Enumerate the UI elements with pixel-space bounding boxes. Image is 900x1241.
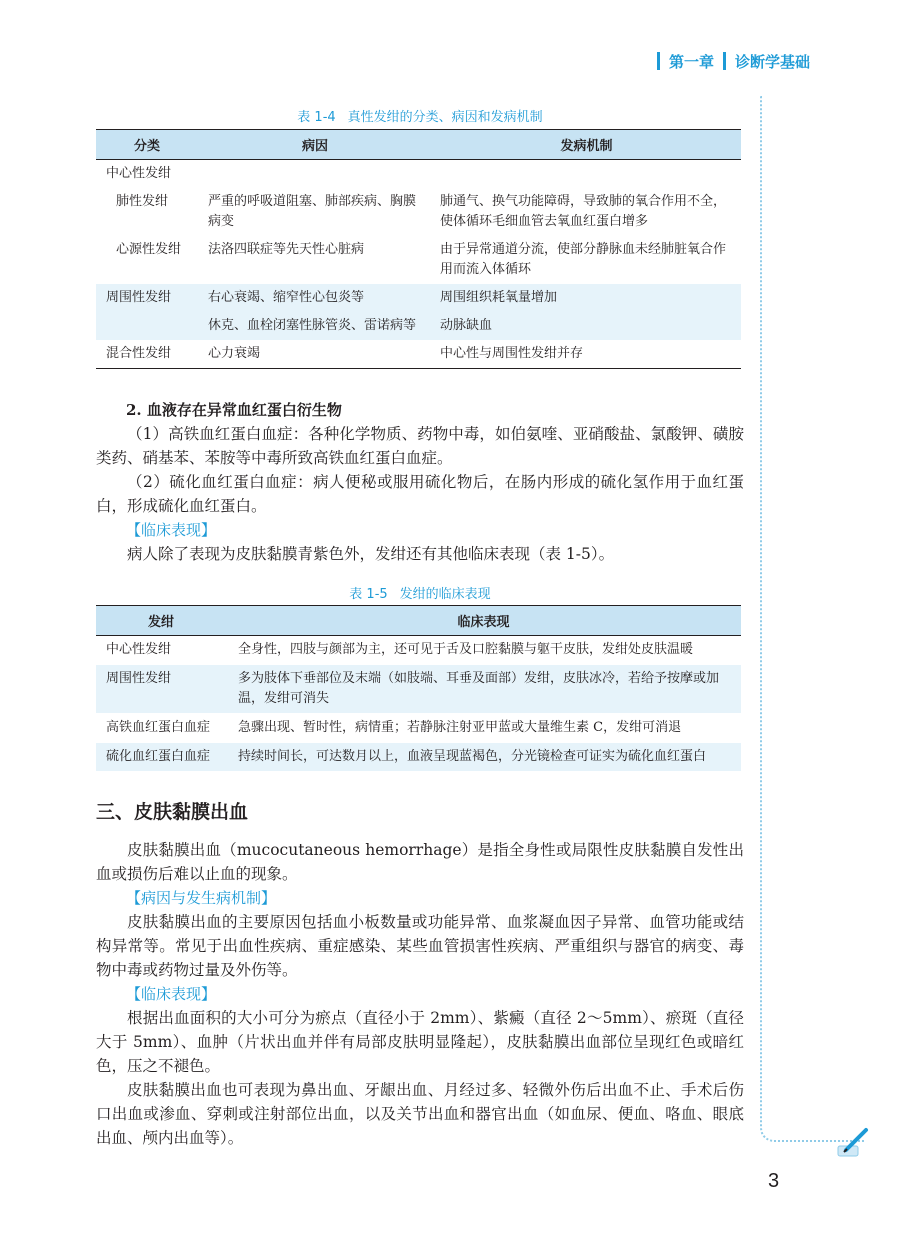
cause-label: 【病因与发生病机制】 [126,889,277,907]
cell-cause: 心力衰竭 [198,340,432,369]
section-title: 三、皮肤黏膜出血 [96,801,249,823]
cell-cause: 法洛四联症等先天性心脏病 [208,242,365,257]
table-row [96,665,741,714]
table2-title: 发绀的临床表现 [399,587,491,602]
cell-cause: 严重的呼吸道阻塞、肺部疾病、胸膜病变 [208,194,417,229]
column-header: 临床表现 [226,606,741,636]
section-mucocutaneous-hemorrhage [96,800,744,1150]
cell-manifestation: 全身性，四肢与颜部为主，还可见于舌及口腔黏膜与躯干皮肤，发绀处皮肤温暖 [226,636,741,665]
cell-mechanism: 动脉缺血 [432,312,741,340]
cell-category [96,312,198,340]
cell-mechanism: 肺通气、换气功能障碍，导致肺的氧合作用不全，使体循环毛细血管去氧血红蛋白增多 [440,194,727,229]
pencil-icon [836,1126,870,1160]
cell-cause [198,160,432,189]
table-row [96,312,741,340]
paragraph: 根据出血面积的大小可分为瘀点（直径小于 2mm）、紫癜（直径 2～5mm）、瘀斑（直径大于 5mm）、血肿（片状出血并伴有局部皮肤明显隆起），皮肤黏膜出血部位呈现红色或暗红色，压之不褪色。 [96,1009,744,1075]
clinical-label: 【临床表现】 [126,985,217,1003]
column-header: 病因 [198,130,432,160]
header-divider [657,52,660,70]
cell-category: 中心性发绀 [106,166,172,181]
cell-type: 中心性发绀 [96,636,226,665]
table2-caption [0,583,840,602]
table-row [96,284,741,312]
section-label: 诊断学基础 [734,52,810,71]
page-number: 3 [768,1170,780,1192]
paragraph: 皮肤黏膜出血（mucocutaneous hemorrhage）是指全身性或局限性皮肤黏膜自发性出血或损伤后难以止血的现象。 [96,841,744,883]
paragraph: 皮肤黏膜出血的主要原因包括血小板数量或功能异常、血浆凝血因子异常、血管功能或结构异常等。常见于出血性疾病、重症感染、某些血管损害性疾病、严重组织与器官的病变、毒物中毒或药物过量及外伤等。 [96,913,744,979]
cell-mechanism: 周围组织耗氧量增加 [432,284,741,312]
cell-cause: 休克、血栓闭塞性脉管炎、雷诺病等 [198,312,432,340]
cell-mechanism: 中心性与周围性发绀并存 [432,340,741,369]
paragraph: 病人除了表现为皮肤黏膜青紫色外，发绀还有其他临床表现（表 1-5）。 [127,545,615,563]
cell-manifestation: 多为肢体下垂部位及末端（如肢端、耳垂及面部）发绀，皮肤冰冷，若给予按摩或加温，发绀可消失 [226,665,741,714]
cell-type: 周围性发绀 [96,665,226,714]
cell-mechanism: 由于异常通道分流，使部分静脉血未经肺脏氧合作用而流入体循环 [440,242,727,277]
table-row [96,340,741,369]
column-header: 发病机制 [432,130,741,160]
table-row [96,236,741,284]
cell-manifestation: 持续时间长，可达数月以上，血液呈现蓝褐色，分光镜检查可证实为硫化血红蛋白 [226,743,741,772]
table-row [96,743,741,772]
table-row [96,160,741,189]
table-row [96,636,741,665]
table-cyanosis-classification [96,129,741,369]
paragraph: （2）硫化血红蛋白血症：病人便秘或服用硫化物后，在肠内形成的硫化氢作用于血红蛋白，形成硫化血红蛋白。 [96,473,744,515]
cell-category: 肺性发绀 [116,194,169,209]
table2-number: 表 1-5 [349,587,388,602]
table-row [96,714,741,743]
header-divider [723,52,726,70]
cell-type: 高铁血红蛋白血症 [96,714,226,743]
column-header: 发绀 [96,606,226,636]
table-header-row [96,130,741,160]
cell-mechanism [432,160,741,189]
decorative-margin-frame [760,96,864,1142]
cell-cause: 右心衰竭、缩窄性心包炎等 [198,284,432,312]
cell-category: 混合性发绀 [96,340,198,369]
cell-category: 心源性发绀 [116,242,182,257]
column-header: 分类 [96,130,198,160]
clinical-label: 【临床表现】 [126,521,217,539]
cell-category: 周围性发绀 [96,284,198,312]
running-header [657,50,810,72]
paragraph: 皮肤黏膜出血也可表现为鼻出血、牙龈出血、月经过多、轻微外伤后出血不止、手术后伤口出血或渗血、穿刺或注射部位出血，以及关节出血和器官出血（如血尿、便血、咯血、眼底出血、颅内出血等）。 [96,1081,744,1147]
table-row [96,188,741,236]
table1-title: 真性发绀的分类、病因和发病机制 [347,110,543,125]
table1-caption [0,106,840,125]
chapter-label: 第一章 [668,52,714,71]
table-header-row [96,606,741,636]
table1-number: 表 1-4 [297,110,336,125]
subsection-heading: 2. 血液存在异常血红蛋白衍生物 [126,401,342,419]
table-cyanosis-manifestations [96,605,741,772]
cell-manifestation: 急骤出现、暂时性，病情重；若静脉注射亚甲蓝或大量维生素 C，发绀可消退 [226,714,741,743]
section-abnormal-hemoglobin [96,398,744,566]
cell-type: 硫化血红蛋白血症 [96,743,226,772]
paragraph: （1）高铁血红蛋白血症：各种化学物质、药物中毒，如伯氨喹、亚硝酸盐、氯酸钾、磺胺类药、硝基苯、苯胺等中毒所致高铁血红蛋白血症。 [96,425,744,467]
